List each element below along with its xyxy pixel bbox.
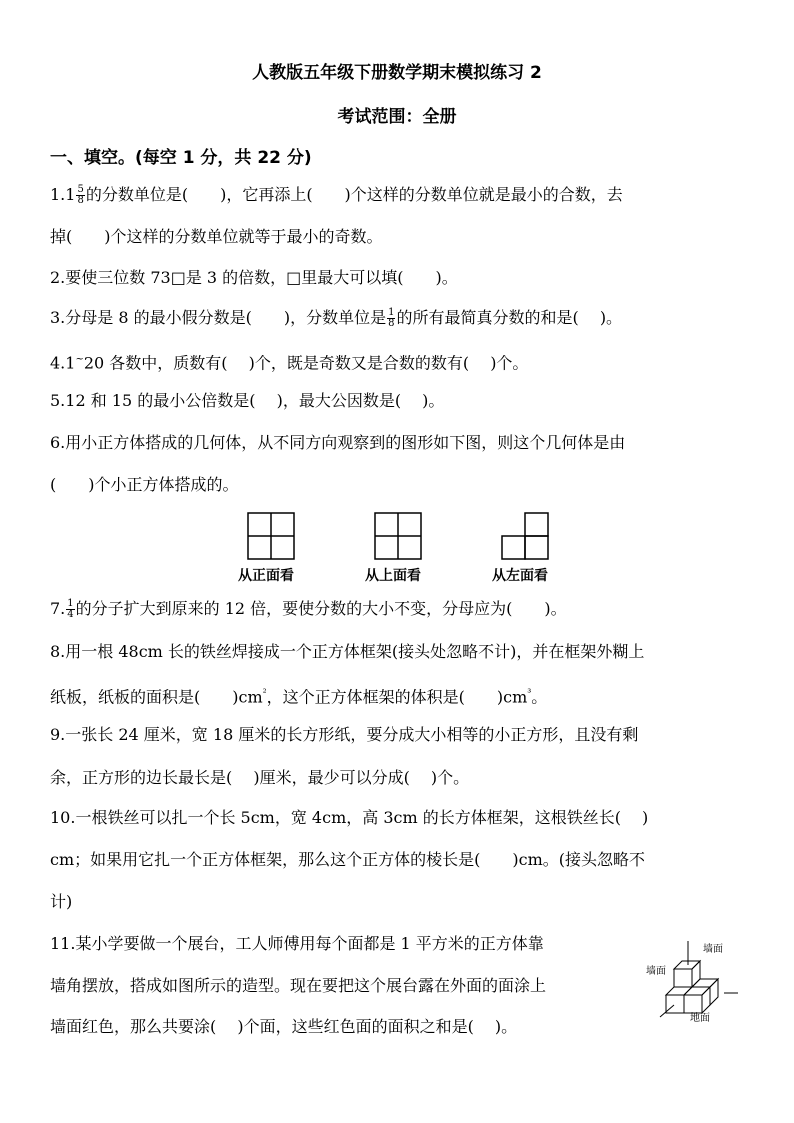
front-view-grid bbox=[248, 513, 294, 559]
page-title: 人教版五年级下册数学期末模拟练习 2 bbox=[252, 63, 542, 83]
question-1-line-2: 掉( )个这样的分数单位就等于最小的奇数。 bbox=[50, 227, 383, 246]
question-11-line-1: 11.某小学要做一个展台，工人师傅用每个面都是 1 平方米的正方体靠 bbox=[50, 934, 544, 953]
caption-front-view: 从正面看 bbox=[238, 568, 294, 584]
fraction: $\frac{1}{4}$ bbox=[67, 598, 74, 620]
question-8-line-1: 8.用一根 48cm 长的铁丝焊接成一个正方体框架(接头处忽略不计)，并在框架外糊上 bbox=[50, 642, 645, 661]
question-6-line-2: ( )个小正方体搭成的。 bbox=[50, 475, 239, 494]
caption-top-view: 从上面看 bbox=[365, 568, 421, 584]
question-9-line-2: 余，正方形的边长最长是( )厘米，最少可以分成( )个。 bbox=[50, 768, 470, 787]
question-6-line-1: 6.用小正方体搭成的几何体，从不同方向观察到的图形如下图，则这个几何体是由 bbox=[50, 433, 626, 452]
question-9-line-1: 9.一张长 24 厘米，宽 18 厘米的长方形纸，要分成大小相等的小正方形，且没有剩 bbox=[50, 725, 639, 744]
question-1-line-1: 1.1 $\frac{5}{8}$ 的分数单位是( )，它再添上( )个这样的分数单位就是最小的合数，去 bbox=[50, 184, 623, 206]
question-10-line-3: 计) bbox=[50, 892, 73, 911]
three-views-figure bbox=[230, 505, 570, 563]
label-ground: 地面 bbox=[690, 1013, 710, 1024]
question-11-line-2: 墙角摆放，搭成如图所示的造型。现在要把这个展台露在外面的面涂上 bbox=[50, 976, 547, 995]
page-subtitle: 考试范围：全册 bbox=[337, 107, 457, 127]
question-2: 2.要使三位数 73□是 3 的倍数，□里最大可以填( )。 bbox=[50, 268, 458, 287]
section-heading: 一、填空。(每空 1 分，共 22 分) bbox=[50, 148, 312, 168]
question-10-line-1: 10.一根铁丝可以扎一个长 5cm，宽 4cm，高 3cm 的长方体框架，这根铁丝长( ) bbox=[50, 808, 649, 827]
mixed-number: 1 $\frac{5}{8}$ bbox=[65, 184, 84, 206]
label-wall-top: 墙面 bbox=[703, 944, 723, 955]
left-view-shape bbox=[502, 513, 548, 559]
question-3: 3.分母是 8 的最小假分数是( )，分数单位是 $\frac{1}{8}$ 的所有最简真分数的和是( )。 bbox=[50, 307, 623, 329]
question-7: 7. $\frac{1}{4}$ 的分子扩大到原来的 12 倍，要使分数的大小不变，分母应为( )。 bbox=[50, 598, 567, 620]
fraction: $\frac{1}{8}$ bbox=[388, 307, 395, 329]
ground-line-left bbox=[660, 1005, 674, 1017]
question-8-line-2: 纸板，纸板的面积是( )$cm^{^2}$，这个正方体框架的体积是( )$cm^{^3}$。 bbox=[50, 687, 548, 707]
top-view-grid bbox=[375, 513, 421, 559]
question-10-line-2: cm；如果用它扎一个正方体框架，那么这个正方体的棱长是( )cm。(接头忽略不 bbox=[50, 850, 645, 869]
label-wall-left: 墙面 bbox=[646, 966, 666, 977]
caption-left-view: 从左面看 bbox=[492, 568, 548, 584]
question-4: 4.1~20 各数中，质数有( )个，既是奇数又是合数的数有( )个。 bbox=[50, 353, 529, 373]
question-11-line-3: 墙面红色，那么共要涂( )个面，这些红色面的面积之和是( )。 bbox=[50, 1017, 518, 1036]
question-5: 5.12 和 15 的最小公倍数是( )，最大公因数是( )。 bbox=[50, 391, 445, 410]
